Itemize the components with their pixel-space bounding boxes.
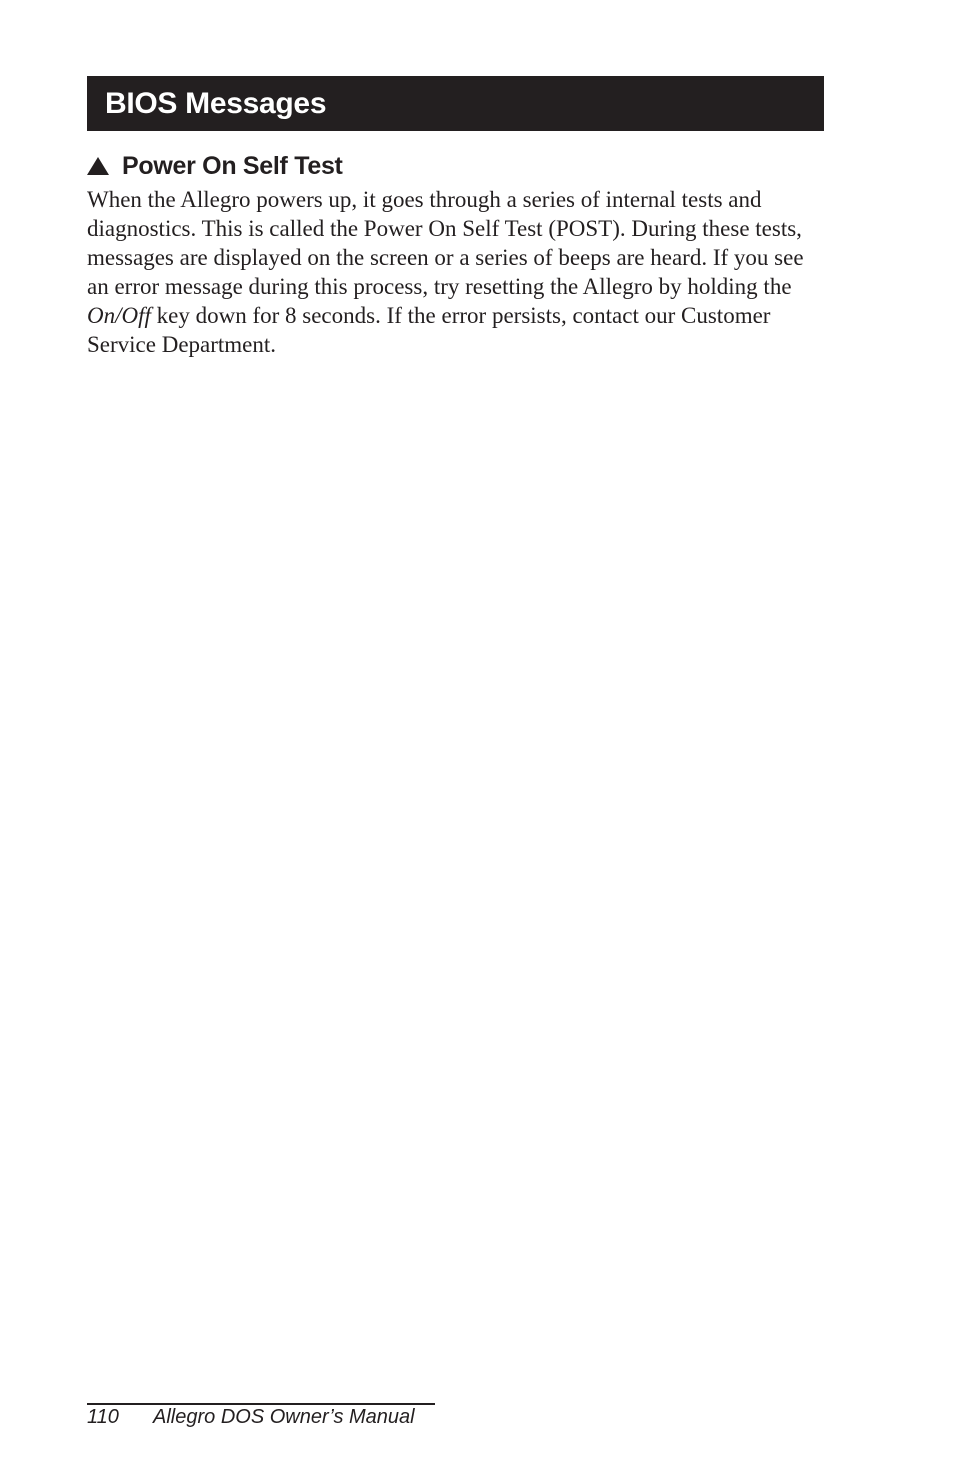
footer-divider — [87, 1403, 435, 1405]
body-text-part1: When the Allegro powers up, it goes through a series of internal tests and diagnostics. This is called the Power On Self Test (POST). During these tests, messages are displayed on the screen or a series of beeps are heard. If you see an error message during this process, try resetting the Allegro by holding the — [87, 187, 804, 299]
section-body-paragraph — [87, 185, 807, 359]
chapter-title: BIOS Messages — [105, 86, 327, 120]
manual-title: Allegro DOS Owner’s Manual — [153, 1406, 415, 1428]
section-heading — [87, 152, 343, 181]
body-text-part2: key down for 8 seconds. If the error persists, contact our Customer Service Department. — [87, 303, 771, 357]
chapter-header-bar — [87, 76, 824, 131]
page-footer — [87, 1406, 415, 1429]
section-title: Power On Self Test — [122, 152, 343, 180]
page-number: 110 — [87, 1406, 119, 1428]
triangle-up-icon — [87, 157, 109, 175]
key-name: On/Off — [87, 303, 151, 328]
